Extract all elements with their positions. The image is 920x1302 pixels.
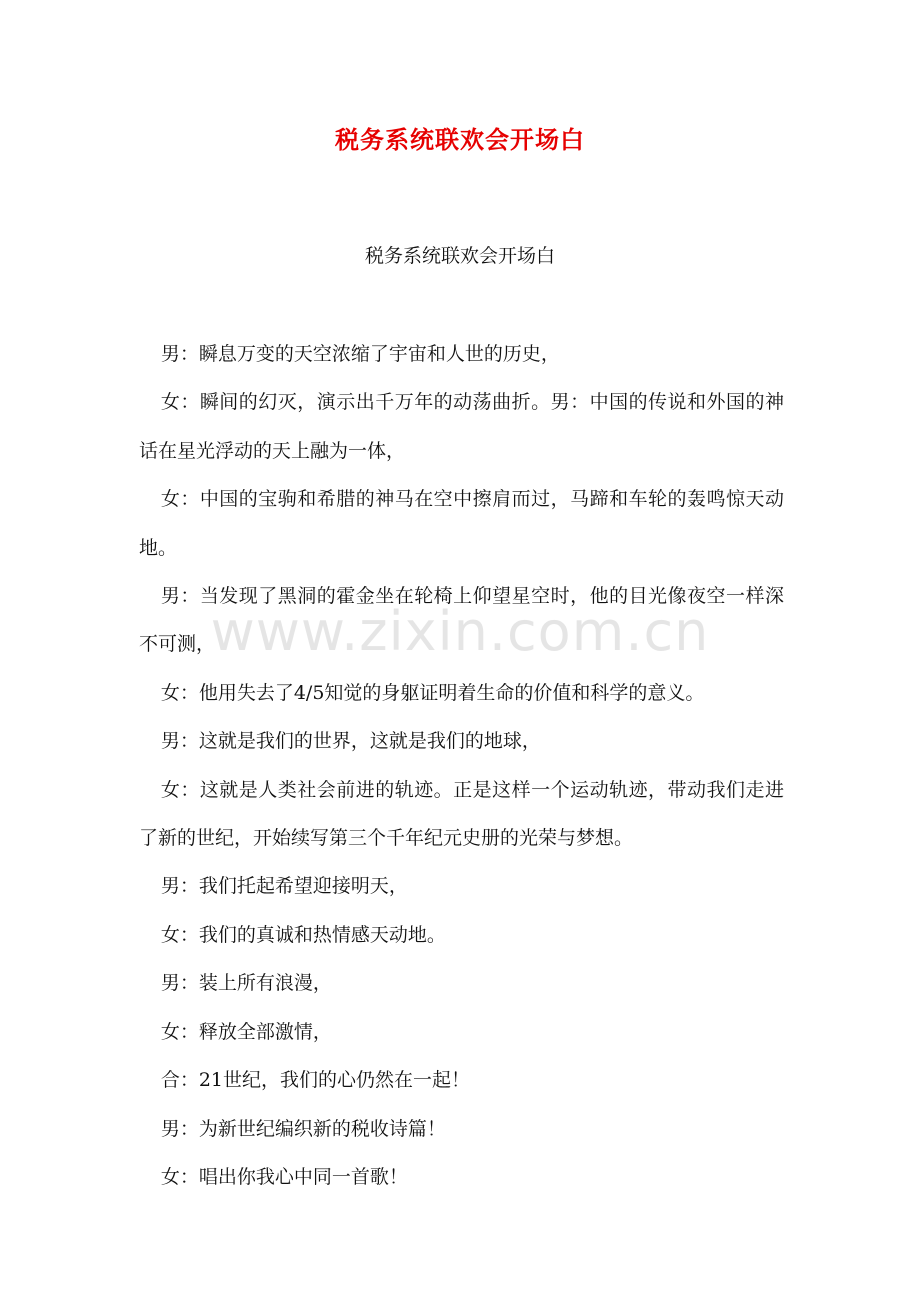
document-subtitle: 税务系统联欢会开场白 <box>364 245 555 267</box>
paragraph: 男：装上所有浪漫， <box>160 972 332 995</box>
paragraph: 男：当发现了黑洞的霍金坐在轮椅上仰望星空时，他的目光像夜空一样深不可测， <box>139 585 784 656</box>
paragraph: 女：瞬间的幻灭，演示出千万年的动荡曲折。男：中国的传说和外国的神话在星光浮动的天上融为一体， <box>139 391 784 462</box>
paragraph: 男：为新世纪编织新的税收诗篇！ <box>160 1117 446 1140</box>
paragraph: 男：这就是我们的世界，这就是我们的地球， <box>160 730 541 753</box>
paragraph: 男：瞬息万变的天空浓缩了宇宙和人世的历史， <box>160 343 560 365</box>
document-body <box>139 330 784 1201</box>
paragraph: 女：释放全部激情， <box>160 1020 332 1043</box>
paragraph: 女：唱出你我心中同一首歌！ <box>160 1165 408 1188</box>
paragraph: 女：中国的宝驹和希腊的神马在空中擦肩而过，马蹄和车轮的轰鸣惊天动地。 <box>139 488 784 559</box>
paragraph: 女：这就是人类社会前进的轨迹。正是这样一个运动轨迹，带动我们走进了新的世纪，开始续写第三个千年纪元史册的光荣与梦想。 <box>139 778 784 850</box>
paragraph: 女：我们的真诚和热情感天动地。 <box>160 923 446 946</box>
paragraph: 合：21世纪，我们的心仍然在一起！ <box>160 1069 471 1092</box>
document-title: 税务系统联欢会开场白 <box>335 125 585 154</box>
paragraph: 男：我们托起希望迎接明天， <box>160 875 408 898</box>
paragraph: 女：他用失去了4/5知觉的身躯证明着生命的价值和科学的意义。 <box>160 681 705 704</box>
watermark: www.zixin.com.cn <box>210 600 710 663</box>
